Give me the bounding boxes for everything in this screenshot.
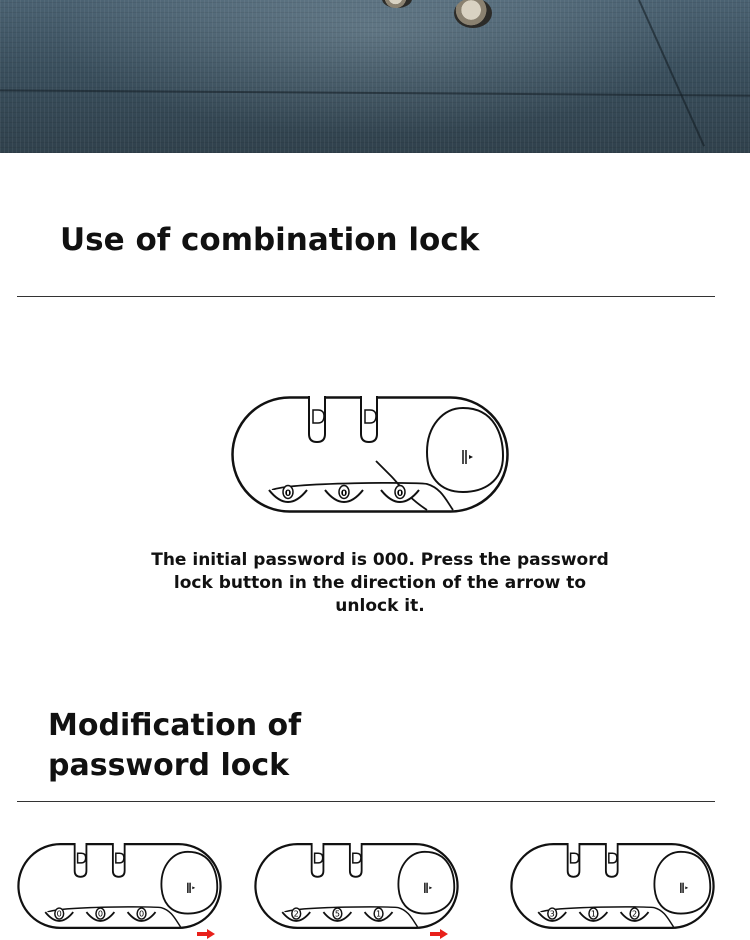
digit-label: 0 (138, 908, 145, 919)
digit-wheel[interactable] (269, 486, 307, 503)
release-button (427, 408, 503, 492)
right-arrow-icon (197, 929, 215, 938)
hero-image (0, 0, 750, 153)
unlock-instructions: The initial password is 000. Press the password lock button in the direction of the arrow to unlock it. (151, 550, 609, 616)
digit-label: 0 (97, 908, 103, 919)
digit-label: 1 (375, 908, 382, 919)
digit-label: 0 (56, 908, 62, 919)
digit-label: 1 (590, 908, 596, 919)
digit-label: 0 (284, 489, 292, 499)
title-line: Modification of (48, 708, 302, 743)
shackle-slot (309, 396, 325, 442)
digit-label: 2 (293, 908, 299, 919)
digit-label: 3 (549, 908, 555, 919)
step-lock-1 (17, 843, 222, 929)
digit-wheel[interactable] (282, 908, 310, 921)
section-title-modification (48, 706, 348, 786)
step-lock-2 (254, 843, 459, 929)
digit-wheel[interactable] (538, 908, 566, 921)
title-line: password lock (48, 748, 290, 783)
digit-wheel[interactable] (579, 908, 607, 921)
digit-wheel[interactable] (128, 908, 156, 921)
shackle-slot (361, 396, 377, 442)
digit-label: 5 (334, 908, 340, 919)
digit-wheel[interactable] (86, 908, 114, 921)
divider (17, 296, 715, 297)
right-arrow-icon (430, 929, 448, 938)
digit-label: 0 (396, 489, 404, 499)
section-title-combination-lock: Use of combination lock (60, 222, 480, 258)
digit-wheel[interactable] (45, 908, 73, 921)
digit-wheel[interactable] (323, 908, 351, 921)
digit-wheel[interactable] (365, 908, 393, 921)
digit-label: 2 (631, 908, 638, 919)
divider (17, 801, 715, 802)
digit-wheel[interactable] (621, 908, 649, 921)
digit-wheel[interactable] (325, 486, 363, 503)
step-lock-3 (510, 843, 715, 929)
combination-lock-diagram (231, 396, 509, 513)
digit-label: 0 (340, 489, 348, 499)
